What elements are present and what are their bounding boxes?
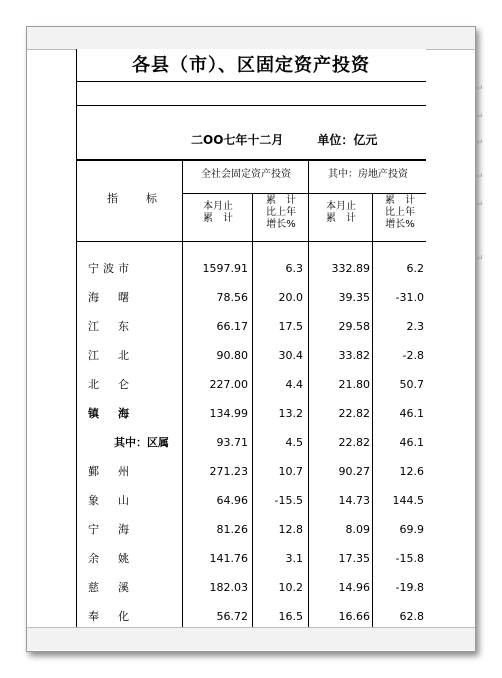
document-page (76, 49, 484, 627)
group-header-total: 全社会固定资产投资 (201, 169, 291, 180)
cell-realestate-cumulative: 16.66 (338, 610, 370, 623)
cell-total-growth: 16.5 (278, 610, 303, 623)
table-row (76, 254, 426, 283)
row-name: 余 姚 (88, 552, 133, 565)
table-row (76, 428, 426, 457)
cell-total-growth: 30.4 (278, 349, 303, 362)
cell-total-cumulative: 182.03 (209, 581, 248, 594)
report-date: 二OO七年十二月 (191, 133, 284, 147)
cell-total-cumulative: 1597.91 (202, 262, 248, 275)
cell-total-growth: -15.5 (274, 494, 303, 507)
cell-realestate-growth: 2.3 (406, 320, 424, 333)
row-name: 鄞 州 (88, 465, 133, 478)
cell-total-cumulative: 56.72 (216, 610, 248, 623)
cell-total-cumulative: 78.56 (216, 291, 248, 304)
group-header-rule (182, 193, 426, 194)
blank-row-rule (76, 105, 426, 106)
row-name: 宁 海 (88, 523, 133, 536)
cell-realestate-growth: 6.2 (406, 262, 424, 275)
cell-realestate-growth: 12.6 (399, 465, 424, 478)
subheader-cumulative-1: 本月止 累 计 (203, 201, 233, 224)
cell-realestate-cumulative: 33.82 (338, 349, 370, 362)
row-name: 其中：区属 (114, 436, 169, 449)
cell-total-cumulative: 66.17 (216, 320, 248, 333)
cell-realestate-growth: -31.0 (395, 291, 424, 304)
paragraph-mark-icon: ↵ (476, 138, 484, 148)
cell-realestate-growth: 46.1 (399, 407, 424, 420)
cell-realestate-growth: -15.8 (395, 552, 424, 565)
subheader-growth-1: 累 计 比上年 增长% (266, 195, 296, 230)
table-row (76, 399, 426, 428)
table-row (76, 312, 426, 341)
cell-realestate-cumulative: 39.35 (338, 291, 370, 304)
cell-realestate-cumulative: 21.80 (338, 378, 370, 391)
page-gap-top (27, 27, 475, 50)
cell-total-cumulative: 141.76 (209, 552, 248, 565)
group-header-realestate: 其中：房地产投资 (328, 169, 408, 180)
paragraph-mark-icon: ↵ (476, 200, 484, 210)
cell-total-growth: 4.4 (285, 378, 303, 391)
cell-realestate-cumulative: 29.58 (338, 320, 370, 333)
table-row (76, 457, 426, 486)
table-row (76, 515, 426, 544)
table-row (76, 341, 426, 370)
cell-realestate-growth: 46.1 (399, 436, 424, 449)
row-name: 宁波市 (88, 262, 133, 275)
cell-realestate-growth: 69.9 (399, 523, 424, 536)
table-row (76, 283, 426, 312)
cell-realestate-cumulative: 8.09 (345, 523, 370, 536)
row-name: 慈 溪 (88, 581, 133, 594)
table-row (76, 370, 426, 399)
paragraph-mark-icon: ↵ (476, 84, 484, 94)
cell-total-growth: 13.2 (278, 407, 303, 420)
cell-total-cumulative: 93.71 (216, 436, 248, 449)
cell-realestate-growth: 62.8 (399, 610, 424, 623)
cell-total-growth: 10.7 (278, 465, 303, 478)
cell-realestate-cumulative: 17.35 (338, 552, 370, 565)
cell-realestate-growth: 50.7 (399, 378, 424, 391)
indicator-header: 指 标 (107, 192, 159, 205)
cell-total-growth: 3.1 (285, 552, 303, 565)
cell-total-growth: 17.5 (278, 320, 303, 333)
cell-total-cumulative: 64.96 (216, 494, 248, 507)
cell-realestate-cumulative: 14.73 (338, 494, 370, 507)
paragraph-mark-icon: ↵ (476, 172, 484, 182)
cell-total-growth: 20.0 (278, 291, 303, 304)
cell-realestate-growth: -2.8 (402, 349, 424, 362)
cell-total-cumulative: 134.99 (209, 407, 248, 420)
header-top-rule (76, 159, 426, 161)
date-unit-line (191, 132, 426, 148)
cell-realestate-cumulative: 332.89 (331, 262, 370, 275)
paragraph-mark-icon: ↵ (476, 112, 484, 122)
row-name: 江 北 (88, 349, 133, 362)
cell-realestate-cumulative: 22.82 (338, 407, 370, 420)
table-row (76, 486, 426, 515)
cell-total-cumulative: 227.00 (209, 378, 248, 391)
page-gap-bottom (27, 627, 475, 650)
subheader-cumulative-2: 本月止 累 计 (326, 201, 356, 224)
cell-realestate-growth: 144.5 (392, 494, 424, 507)
cell-total-cumulative: 81.26 (216, 523, 248, 536)
paragraph-mark-icon: ↵ (476, 254, 484, 264)
cell-total-cumulative: 271.23 (209, 465, 248, 478)
row-name: 海 曙 (88, 291, 133, 304)
table-row (76, 544, 426, 573)
cell-realestate-cumulative: 14.96 (338, 581, 370, 594)
title-rule (76, 81, 426, 82)
row-name: 江 东 (88, 320, 133, 333)
row-name: 奉 化 (88, 610, 133, 623)
cell-total-growth: 4.5 (285, 436, 303, 449)
cell-total-growth: 12.8 (278, 523, 303, 536)
cell-total-growth: 10.2 (278, 581, 303, 594)
table-title: 各县（市）、区固定资产投资 (132, 55, 370, 76)
cell-total-growth: 6.3 (285, 262, 303, 275)
report-unit: 单位：亿元 (317, 133, 378, 147)
cell-realestate-cumulative: 90.27 (338, 465, 370, 478)
row-name: 北 仑 (88, 378, 133, 391)
row-name: 镇 海 (88, 407, 133, 420)
cell-total-cumulative: 90.80 (216, 349, 248, 362)
row-name: 象 山 (88, 494, 133, 507)
subheader-growth-2: 累 计 比上年 增长% (385, 195, 415, 230)
document-window (26, 26, 484, 652)
cell-realestate-growth: -19.8 (395, 581, 424, 594)
cell-realestate-cumulative: 22.82 (338, 436, 370, 449)
header-bottom-rule (76, 241, 426, 242)
table-row (76, 573, 426, 602)
